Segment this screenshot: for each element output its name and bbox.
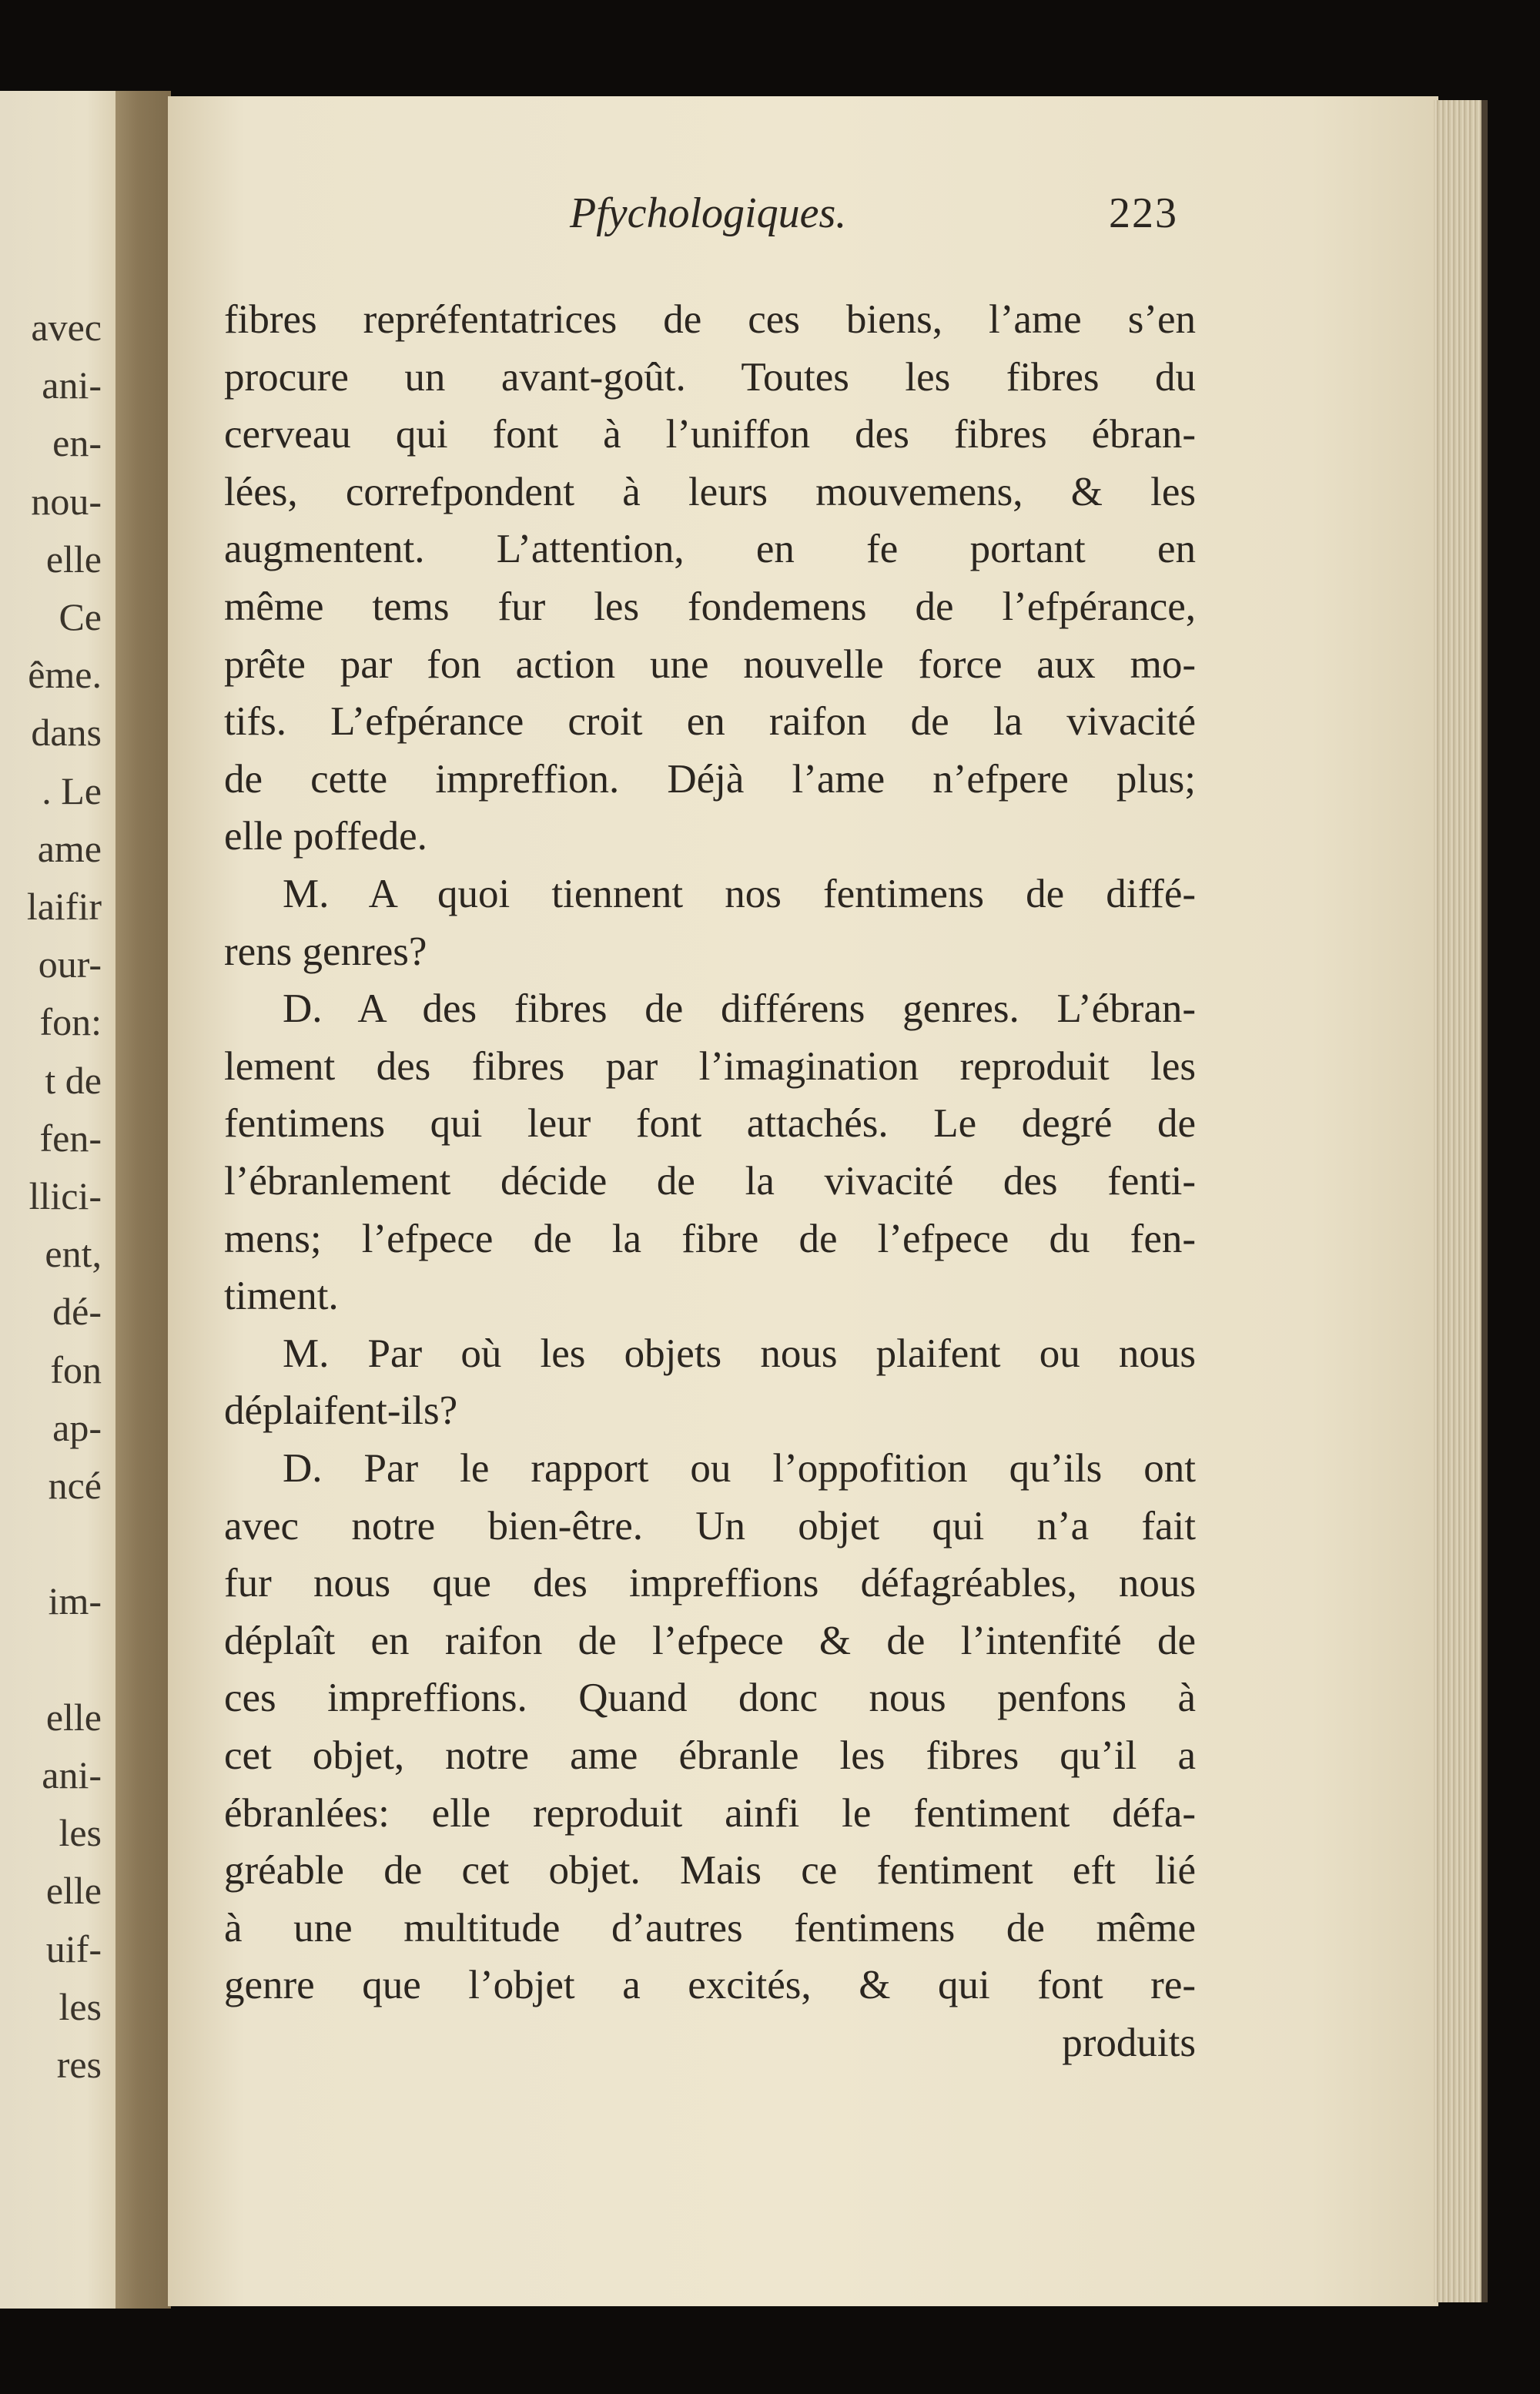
text-line: cet objet, notre ame ébranle les fibres qu’il a	[224, 1733, 1196, 1778]
text-line: produits	[1062, 2021, 1196, 2065]
left-page-fragment: ême.	[28, 653, 102, 697]
left-page-fragment: Ce	[59, 595, 102, 638]
text-line: M. Par où les objets nous plaifent ou nous	[283, 1331, 1196, 1376]
text-line: cerveau qui font à l’uniffon des fibres ébran-	[224, 412, 1196, 457]
text-line: genre que l’objet a excités, & qui font re-	[224, 1963, 1196, 2008]
left-page-fragment: ap-	[52, 1405, 102, 1449]
left-page-fragment: ame	[37, 826, 102, 870]
left-page-fragment: les	[59, 1984, 102, 2028]
left-page-fragment: ent,	[45, 1232, 102, 1276]
page-edges	[1434, 100, 1481, 2302]
left-page-fragment: fon:	[39, 1000, 102, 1044]
text-line: mens; l’efpece de la fibre de l’efpece du fen-	[224, 1216, 1196, 1261]
text-line: à une multitude d’autres fentimens de même	[224, 1905, 1196, 1950]
text-line: même tems fur les fondemens de l’efpérance,	[224, 584, 1196, 629]
text-line: gréable de cet objet. Mais ce fentiment eft lié	[224, 1848, 1196, 1893]
left-page-fragment: llici-	[28, 1174, 102, 1217]
text-line: timent.	[224, 1274, 339, 1319]
running-head: Pfychologiques.	[570, 189, 847, 237]
text-line: lement des fibres par l’imagination reproduit les	[224, 1043, 1196, 1089]
left-page-fragment: les	[59, 1811, 102, 1855]
text-line: l’ébranlement décide de la vivacité des fenti-	[224, 1159, 1196, 1204]
left-page-fragment: ani-	[42, 363, 102, 407]
text-line: avec notre bien-être. Un objet qui n’a fait	[224, 1503, 1196, 1549]
left-page-fragment: dans	[31, 711, 102, 755]
text-line: de cette impreffion. Déjà l’ame n’efpere plus;	[224, 756, 1196, 802]
text-line: fur nous que des impreffions défagréables, nous	[224, 1561, 1196, 1606]
text-line: rens genres?	[224, 929, 427, 974]
left-page-fragment: ani-	[42, 1753, 102, 1796]
left-page-fragment: elle	[45, 1695, 102, 1739]
text-line: prête par fon action une nouvelle force aux mo-	[224, 641, 1196, 687]
text-line: M. A quoi tiennent nos fentimens de diffé-	[283, 872, 1196, 916]
left-page-fragment: t de	[45, 1058, 102, 1102]
page-number: 223	[1109, 189, 1178, 237]
left-page-fragment: laifir	[26, 885, 102, 928]
left-page-fragment: nou-	[31, 479, 102, 523]
text-line: fibres repréfentatrices de ces biens, l’ame s’en	[224, 297, 1196, 342]
text-line: déplaifent-ils?	[224, 1388, 458, 1434]
left-page-fragment: our-	[38, 943, 102, 986]
left-page-fragment: avec	[31, 306, 102, 349]
text-line: tifs. L’efpérance croit en raifon de la vivacité	[224, 699, 1196, 745]
text-line: elle poffede.	[224, 814, 427, 859]
left-page-fragment: res	[56, 2043, 102, 2086]
text-line: ébranlées: elle reproduit ainfi le fentiment défa-	[224, 1790, 1196, 1836]
left-page-fragment: ncé	[48, 1464, 102, 1507]
text-line: augmentent. L’attention, en fe portant en	[224, 527, 1196, 572]
text-line: déplaît en raifon de l’efpece & de l’intenfité de	[224, 1618, 1196, 1663]
text-line: fentimens qui leur font attachés. Le degré de	[224, 1101, 1196, 1147]
left-page-fragment: fen-	[39, 1116, 102, 1160]
left-page-fragment: elle	[45, 1869, 102, 1913]
text-line: procure un avant-goût. Toutes les fibres du	[224, 354, 1196, 400]
left-page-fragment: uif-	[45, 1927, 102, 1970]
text-line: D. A des fibres de différens genres. L’ébran-	[283, 986, 1196, 1032]
text-line: D. Par le rapport ou l’oppofition qu’ils ont	[283, 1446, 1196, 1491]
left-page-fragment: elle	[45, 537, 102, 581]
left-page-fragment: fon	[50, 1348, 102, 1391]
left-page-fragment: . Le	[42, 768, 102, 812]
left-page-fragment: dé-	[52, 1290, 102, 1334]
text-line: ces impreffions. Quand donc nous penfons à	[224, 1676, 1196, 1721]
left-page-fragment: en-	[52, 421, 102, 465]
text-line: lées, correfpondent à leurs mouvemens, & les	[224, 469, 1196, 514]
left-page-fragment: im-	[48, 1579, 102, 1623]
book-gutter	[116, 91, 171, 2309]
